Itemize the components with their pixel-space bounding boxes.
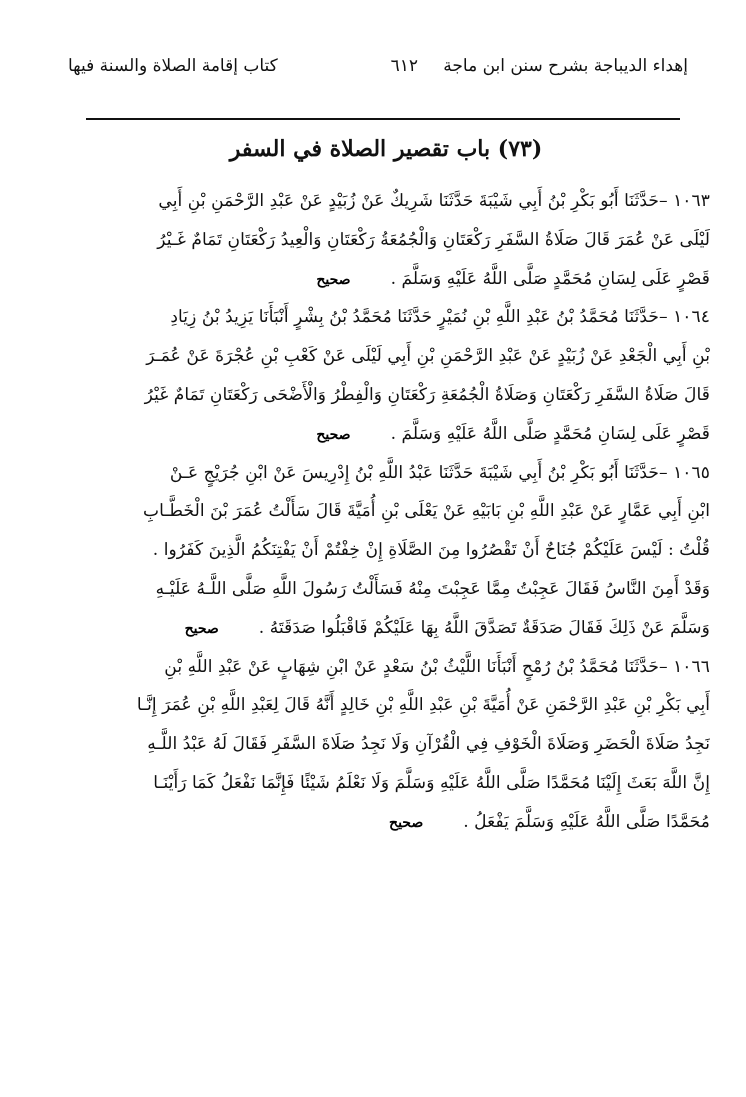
text-line — [64, 376, 710, 415]
text-line — [64, 454, 710, 493]
line-text: وَقَدْ أَمِنَ النَّاسُ فَقَالَ عَجِبْتُ مِمَّا عَجِبْتَ مِنْهُ فَسَأَلْتُ رَسُولَ اللَّهِ صَلَّى اللَّـهُ عَلَيْـهِ — [155, 578, 710, 599]
hadith-grade: صحيح — [316, 271, 351, 288]
text-line — [64, 260, 710, 299]
hadith-grade: صحيح — [389, 814, 424, 831]
line-text: أَبِي بَكْرِ بْنِ عَبْدِ الرَّحْمَنِ عَنْ أُمَيَّةَ بْنِ عَبْدِ اللَّهِ بْنِ خَالِدٍ أَنَّهُ قَالَ لِعَبْدِ اللَّهِ بْنِ عُمَرَ إِنَّـا — [136, 695, 710, 716]
hadith-text-body — [64, 182, 710, 842]
hadith-grade: صحيح — [184, 620, 219, 637]
line-text: إِنَّ اللَّهَ بَعَثَ إِلَيْنَا مُحَمَّدًا صَلَّى اللَّهُ عَلَيْهِ وَسَلَّمَ وَلَا نَعْلَمُ شَيْئًا فَإِنَّمَا نَفْعَلُ كَمَا رَأَيْنَـا — [153, 772, 710, 793]
text-line — [64, 609, 710, 648]
line-text: ١٠٦٥ –حَدَّثَنَا أَبُو بَكْرِ بْنُ أَبِي شَيْبَةَ حَدَّثَنَا عَبْدُ اللَّهِ بْنُ إِدْرِيسَ عَنْ ابْنِ جُرَيْجٍ عَـنْ — [169, 462, 710, 483]
text-line — [64, 686, 710, 725]
hadith-grade: صحيح — [316, 426, 351, 443]
line-text: نَجِدُ صَلَاةَ الْحَضَرِ وَصَلَاةَ الْخَوْفِ فِي الْقُرْآنِ وَلَا نَجِدُ صَلَاةَ السَّفَرِ فَقَالَ لَهُ عَبْدُ اللَّـهِ — [147, 734, 710, 755]
text-line — [64, 648, 710, 687]
book-title: إهداء الديباجة بشرح سنن ابن ماجة — [443, 56, 688, 76]
line-text: مُحَمَّدًا صَلَّى اللَّهُ عَلَيْهِ وَسَلَّمَ يَفْعَلُ . — [463, 811, 710, 832]
text-line — [64, 725, 710, 764]
text-line — [64, 182, 710, 221]
line-text: قَصْرٍ عَلَى لِسَانِ مُحَمَّدٍ صَلَّى اللَّهُ عَلَيْهِ وَسَلَّمَ . — [390, 423, 710, 444]
section-title: (٧٣) باب تقصير الصلاة في السفر — [229, 136, 543, 162]
line-text: ١٠٦٣ –حَدَّثَنَا أَبُو بَكْرِ بْنُ أَبِي شَيْبَةَ حَدَّثَنَا شَرِيكٌ عَنْ زُبَيْدٍ عَنْ عَبْدِ الرَّحْمَنِ بْنِ أَبِي — [158, 191, 710, 211]
line-text: ١٠٦٦ –حَدَّثَنَا مُحَمَّدُ بْنُ رُمْحٍ أَنْبَأَنَا اللَّيْثُ بْنُ سَعْدٍ عَنْ ابْنِ شِهَابٍ عَنْ عَبْدِ اللَّهِ بْنِ — [164, 656, 710, 677]
line-text: ابْنِ أَبِي عَمَّارٍ عَنْ عَبْدِ اللَّهِ بْنِ بَابَيْهِ عَنْ يَعْلَى بْنِ أُمَيَّةَ قَالَ سَأَلْتُ عُمَرَ بْنَ الْخَطَّـابِ — [142, 501, 710, 522]
text-line — [64, 415, 710, 454]
line-text: لَيْلَى عَنْ عُمَرَ قَالَ صَلَاةُ السَّفَرِ رَكْعَتَانِ وَالْجُمُعَةُ رَكْعَتَانِ وَالْعِيدُ رَكْعَتَانِ تَمَامٌ غَـيْرُ — [157, 229, 710, 250]
line-text: ١٠٦٤ –حَدَّثَنَا مُحَمَّدُ بْنُ عَبْدِ اللَّهِ بْنِ نُمَيْرٍ حَدَّثَنَا مُحَمَّدُ بْنُ بِشْرٍ أَنْبَأَنَا يَزِيدُ بْنُ زِيَادِ — [170, 307, 710, 328]
text-line — [64, 492, 710, 531]
header-divider — [86, 118, 680, 120]
line-text: وَسَلَّمَ عَنْ ذَلِكَ فَقَالَ صَدَقَةٌ تَصَدَّقَ اللَّهُ بِهَا عَلَيْكُمْ فَاقْبَلُوا صَدَقَتَهُ . — [258, 617, 710, 638]
text-line — [64, 803, 710, 842]
text-line — [64, 531, 710, 570]
text-line — [64, 570, 710, 609]
line-text: بْنِ أَبِي الْجَعْدِ عَنْ زُبَيْدٍ عَنْ عَبْدِ الرَّحْمَنِ بْنِ أَبِي لَيْلَى عَنْ كَعْبِ بْنِ عُجْرَةَ عَنْ عُمَـرَ — [146, 346, 710, 367]
text-line — [64, 337, 710, 376]
line-text: قَالَ صَلَاةُ السَّفَرِ رَكْعَتَانِ وَصَلَاةُ الْجُمُعَةِ رَكْعَتَانِ وَالْفِطْرُ وَالْأَضْحَى رَكْعَتَانِ تَمَامٌ غَيْرُ — [144, 384, 710, 405]
page-number: ٦١٢ — [390, 56, 418, 76]
chapter-title: كتاب إقامة الصلاة والسنة فيها — [68, 56, 278, 76]
line-text: قَصْرٍ عَلَى لِسَانِ مُحَمَّدٍ صَلَّى اللَّهُ عَلَيْهِ وَسَلَّمَ . — [390, 268, 710, 289]
running-header — [68, 52, 688, 86]
text-line — [64, 221, 710, 260]
line-text: قُلْتُ : لَيْسَ عَلَيْكُمْ جُنَاحٌ أَنْ تَقْصُرُوا مِنَ الصَّلَاةِ إِنْ خِفْتُمْ أَنْ يَفْتِنَكُمُ الَّذِينَ كَفَرُوا . — [152, 540, 710, 561]
text-line — [64, 764, 710, 803]
text-line — [64, 298, 710, 337]
